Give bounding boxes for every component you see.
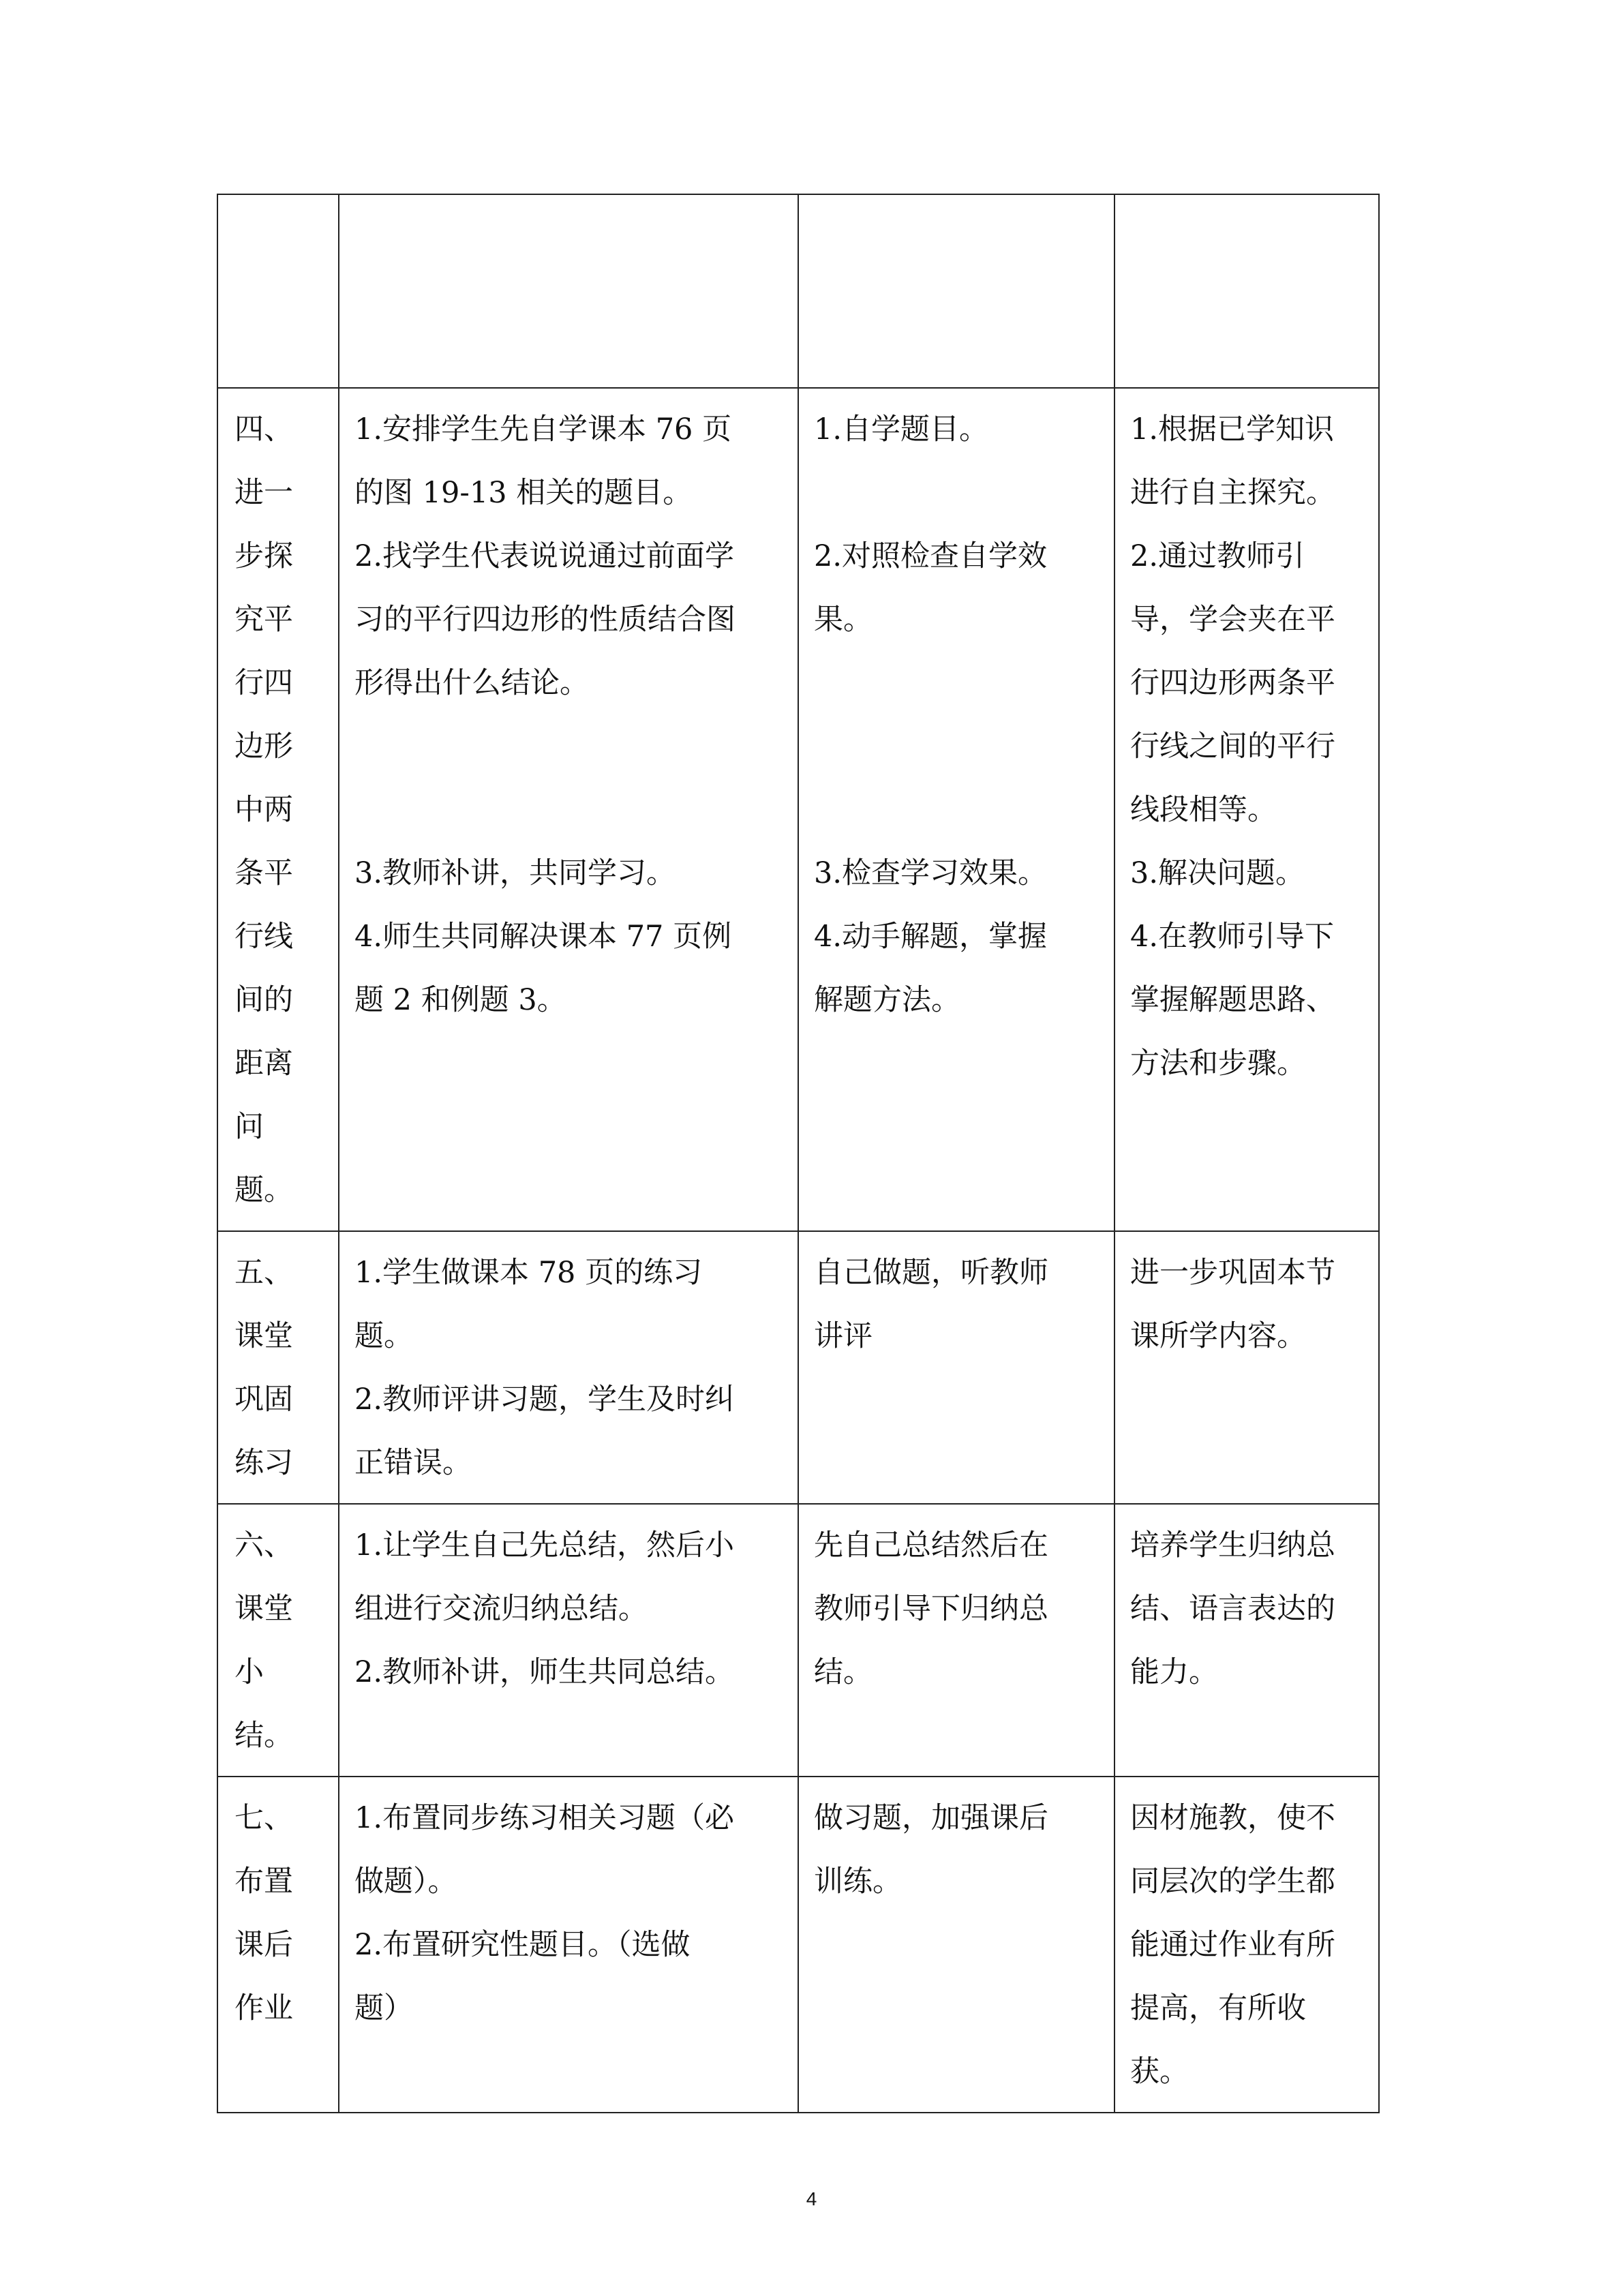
cell-line: 进行自主探究。: [1130, 476, 1335, 510]
cell-line: 练习: [234, 1446, 293, 1480]
cell-line: 五、: [234, 1256, 293, 1290]
cell-line: [814, 462, 1099, 525]
cell-line: 六、: [234, 1528, 293, 1562]
cell-line: 结。: [234, 1719, 293, 1753]
cell-line: 2.布置研究性题目。（选做: [354, 1928, 691, 1962]
cell-line: 提高，有所收: [1130, 1991, 1306, 2025]
cell-line: 2.教师评讲习题，学生及时纠: [354, 1383, 735, 1417]
student-activity-cell: [798, 194, 1114, 388]
cell-line: 课堂: [234, 1592, 293, 1626]
cell-line: 习的平行四边形的性质结合图: [354, 603, 735, 637]
teacher-activity-cell: [339, 1777, 798, 2113]
cell-line: 间的: [234, 983, 293, 1017]
cell-line: 形得出什么结论。: [354, 666, 589, 700]
cell-line: 做习题，加强课后: [814, 1801, 1048, 1835]
cell-line: [814, 779, 1099, 842]
cell-line: 先自己总结然后在: [814, 1528, 1048, 1562]
table-row: [217, 1231, 1379, 1504]
cell-line: [814, 715, 1099, 779]
cell-line: 布置: [234, 1864, 293, 1899]
cell-line: 行四边形两条平: [1130, 666, 1335, 700]
cell-line: 2.教师补讲，师生共同总结。: [354, 1655, 735, 1689]
teacher-activity-cell: [339, 1231, 798, 1504]
cell-line: 步探: [234, 539, 293, 573]
page-number: 4: [806, 2188, 817, 2209]
cell-line: 行线: [234, 920, 293, 954]
design-intent-cell: [1114, 388, 1379, 1231]
cell-line: 1.让学生自己先总结，然后小: [354, 1528, 735, 1562]
cell-line: 组进行交流归纳总结。: [354, 1592, 648, 1626]
cell-line: 能力。: [1130, 1655, 1218, 1689]
cell-line: 课堂: [234, 1319, 293, 1353]
cell-line: 训练。: [814, 1864, 902, 1899]
cell-line: 行四: [234, 666, 293, 700]
cell-line: 题。: [354, 1319, 413, 1353]
cell-line: 因材施教，使不: [1130, 1801, 1335, 1835]
cell-line: 七、: [234, 1801, 293, 1835]
student-activity-cell: [798, 388, 1114, 1231]
cell-line: 1.学生做课本 78 页的练习: [354, 1256, 703, 1290]
table-row: [217, 1777, 1379, 2113]
cell-line: 自己做题，听教师: [814, 1256, 1048, 1290]
cell-line: 究平: [234, 603, 293, 637]
cell-line: 培养学生归纳总: [1130, 1528, 1335, 1562]
design-intent-cell: [1114, 1231, 1379, 1504]
cell-line: 3.解决问题。: [1130, 856, 1305, 890]
stage-cell: [217, 1504, 339, 1777]
cell-line: 4.师生共同解决课本 77 页例: [354, 920, 732, 954]
cell-line: 结。: [814, 1655, 873, 1689]
cell-line: 2.通过教师引: [1130, 539, 1305, 573]
cell-line: 1.安排学生先自学课本 76 页: [354, 412, 732, 447]
cell-line: 3.教师补讲，共同学习。: [354, 856, 676, 890]
cell-line: 3.检查学习效果。: [814, 856, 1048, 890]
table-row: [217, 388, 1379, 1231]
cell-line: 方法和步骤。: [1130, 1046, 1306, 1081]
cell-line: 行线之间的平行: [1130, 729, 1335, 764]
cell-line: 中两: [234, 793, 293, 827]
cell-line: [354, 779, 783, 842]
stage-cell: [217, 1777, 339, 2113]
cell-line: 小: [234, 1655, 264, 1689]
cell-line: 导，学会夹在平: [1130, 603, 1335, 637]
cell-line: 题。: [234, 1173, 293, 1207]
stage-cell: [217, 194, 339, 388]
cell-line: 题）: [354, 1991, 413, 2025]
cell-line: 1.自学题目。: [814, 412, 989, 447]
teacher-activity-cell: [339, 388, 798, 1231]
student-activity-cell: [798, 1231, 1114, 1504]
cell-line: 线段相等。: [1130, 793, 1277, 827]
stage-cell: [217, 1231, 339, 1504]
cell-line: 获。: [1130, 2055, 1189, 2089]
cell-line: 2.对照检查自学效: [814, 539, 1048, 573]
lesson-plan-table: [217, 194, 1380, 2113]
student-activity-cell: [798, 1504, 1114, 1777]
cell-line: 4.动手解题，掌握: [814, 920, 1048, 954]
cell-line: 解题方法。: [814, 983, 960, 1017]
cell-line: 距离: [234, 1046, 293, 1081]
cell-line: 巩固: [234, 1383, 293, 1417]
cell-line: 果。: [814, 603, 873, 637]
cell-line: 条平: [234, 856, 293, 890]
cell-line: 作业: [234, 1991, 293, 2025]
cell-line: 课后: [234, 1928, 293, 1962]
table-row: [217, 194, 1379, 388]
cell-line: 题 2 和例题 3。: [354, 983, 566, 1017]
cell-line: 讲评: [814, 1319, 873, 1353]
cell-line: [354, 715, 783, 779]
table-row: [217, 1504, 1379, 1777]
cell-line: 4.在教师引导下: [1130, 920, 1335, 954]
cell-line: 问: [234, 1110, 264, 1144]
cell-line: 进一: [234, 476, 293, 510]
design-intent-cell: [1114, 1777, 1379, 2113]
cell-line: 结、语言表达的: [1130, 1592, 1335, 1626]
design-intent-cell: [1114, 194, 1379, 388]
cell-line: 1.根据已学知识: [1130, 412, 1335, 447]
student-activity-cell: [798, 1777, 1114, 2113]
cell-line: 能通过作业有所: [1130, 1928, 1335, 1962]
cell-line: 进一步巩固本节: [1130, 1256, 1335, 1290]
cell-line: 2.找学生代表说说通过前面学: [354, 539, 735, 573]
cell-line: 掌握解题思路、: [1130, 983, 1335, 1017]
cell-line: 1.布置同步练习相关习题（必: [354, 1801, 735, 1835]
design-intent-cell: [1114, 1504, 1379, 1777]
cell-line: 教师引导下归纳总: [814, 1592, 1048, 1626]
cell-line: 同层次的学生都: [1130, 1864, 1335, 1899]
teacher-activity-cell: [339, 1504, 798, 1777]
teacher-activity-cell: [339, 194, 798, 388]
cell-line: 做题）。: [354, 1864, 457, 1899]
cell-line: 边形: [234, 729, 293, 764]
cell-line: 课所学内容。: [1130, 1319, 1306, 1353]
cell-line: [814, 652, 1099, 715]
cell-line: 的图 19-13 相关的题目。: [354, 476, 693, 510]
cell-line: 四、: [234, 412, 293, 447]
stage-cell: [217, 388, 339, 1231]
cell-line: 正错误。: [354, 1446, 472, 1480]
